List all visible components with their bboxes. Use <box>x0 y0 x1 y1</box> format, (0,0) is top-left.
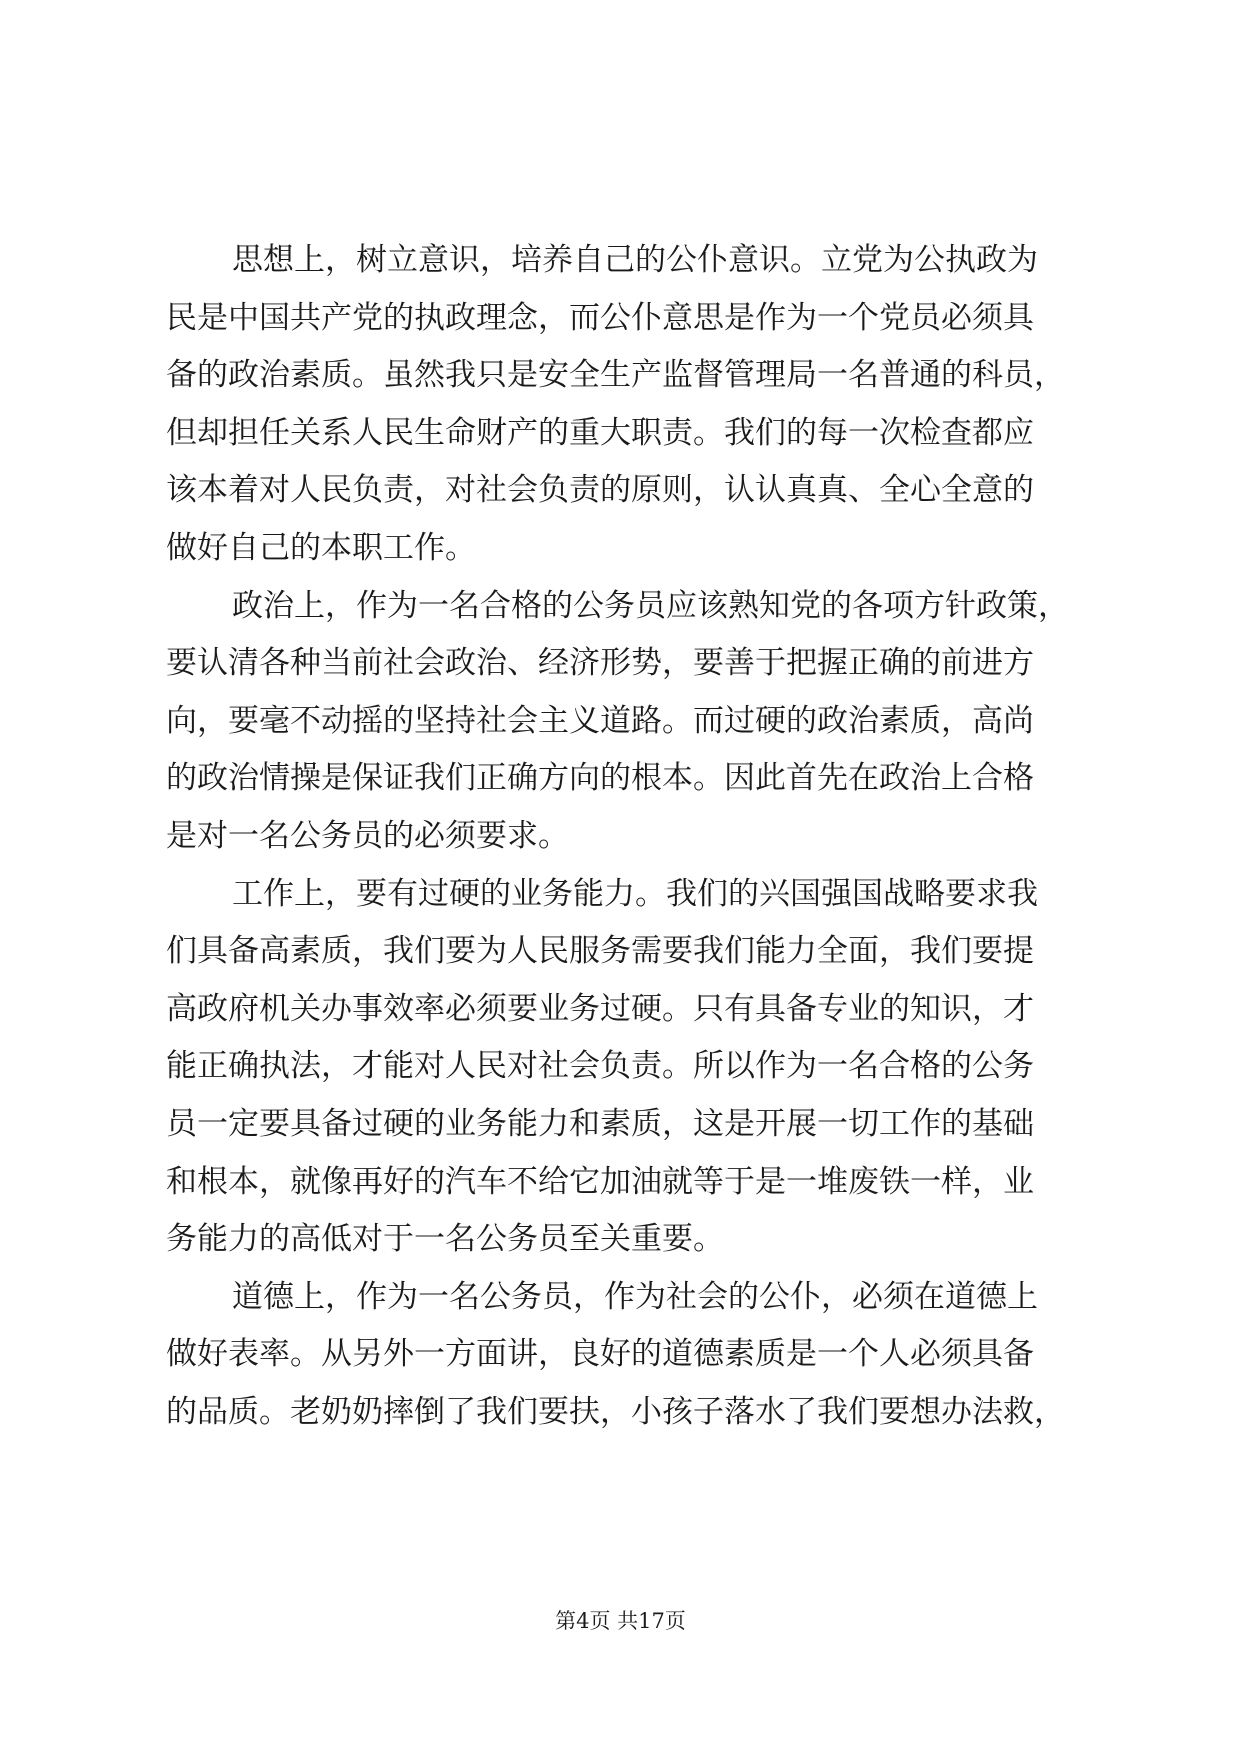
paragraph-line: 道德上，作为一名公务员，作为社会的公仆，必须在道德上 <box>232 1278 1038 1315</box>
paragraph-line: 高政府机关办事效率必须要业务过硬。只有具备专业的知识，才 <box>166 990 1034 1027</box>
paragraph-line: 是对一名公务员的必须要求。 <box>166 817 569 854</box>
paragraph-line: 思想上，树立意识，培养自己的公仆意识。立党为公执政为 <box>232 242 1038 278</box>
paragraph-line: 政治上，作为一名合格的公务员应该熟知党的各项方针政策， <box>232 587 1069 624</box>
document-body <box>166 232 1086 1441</box>
paragraph-line: 民是中国共产党的执政理念，而公仆意思是作为一个党员必须具 <box>166 299 1034 336</box>
paragraph-line: 该本着对人民负责，对社会负责的原则，认认真真、全心全意的 <box>166 472 1034 509</box>
paragraph-line: 工作上，要有过硬的业务能力。我们的兴国强国战略要求我 <box>232 875 1038 912</box>
paragraph-line: 备的政治素质。虽然我只是安全生产监督管理局一名普通的科员， <box>166 357 1065 394</box>
paragraph-line: 做好自己的本职工作。 <box>166 529 476 566</box>
paragraph-line: 做好表率。从另外一方面讲，良好的道德素质是一个人必须具备 <box>166 1336 1034 1373</box>
paragraph-line: 务能力的高低对于一名公务员至关重要。 <box>166 1221 724 1258</box>
paragraph-line: 但却担任关系人民生命财产的重大职责。我们的每一次检查都应 <box>166 414 1034 451</box>
paragraph-line: 和根本，就像再好的汽车不给它加油就等于是一堆废铁一样，业 <box>166 1163 1034 1200</box>
page-number-footer: 第4页 共17页 <box>555 1609 686 1633</box>
paragraph-line: 要认清各种当前社会政治、经济形势，要善于把握正确的前进方 <box>166 645 1034 682</box>
paragraph-line: 们具备高素质，我们要为人民服务需要我们能力全面，我们要提 <box>166 933 1034 970</box>
paragraph-line: 的政治情操是保证我们正确方向的根本。因此首先在政治上合格 <box>166 760 1034 797</box>
paragraph-line: 员一定要具备过硬的业务能力和素质，这是开展一切工作的基础 <box>166 1105 1034 1142</box>
paragraph-line: 向，要毫不动摇的坚持社会主义道路。而过硬的政治素质，高尚 <box>166 702 1034 739</box>
paragraph-line: 能正确执法，才能对人民对社会负责。所以作为一名合格的公务 <box>166 1048 1034 1085</box>
paragraph-line: 的品质。老奶奶摔倒了我们要扶，小孩子落水了我们要想办法救， <box>166 1393 1065 1430</box>
